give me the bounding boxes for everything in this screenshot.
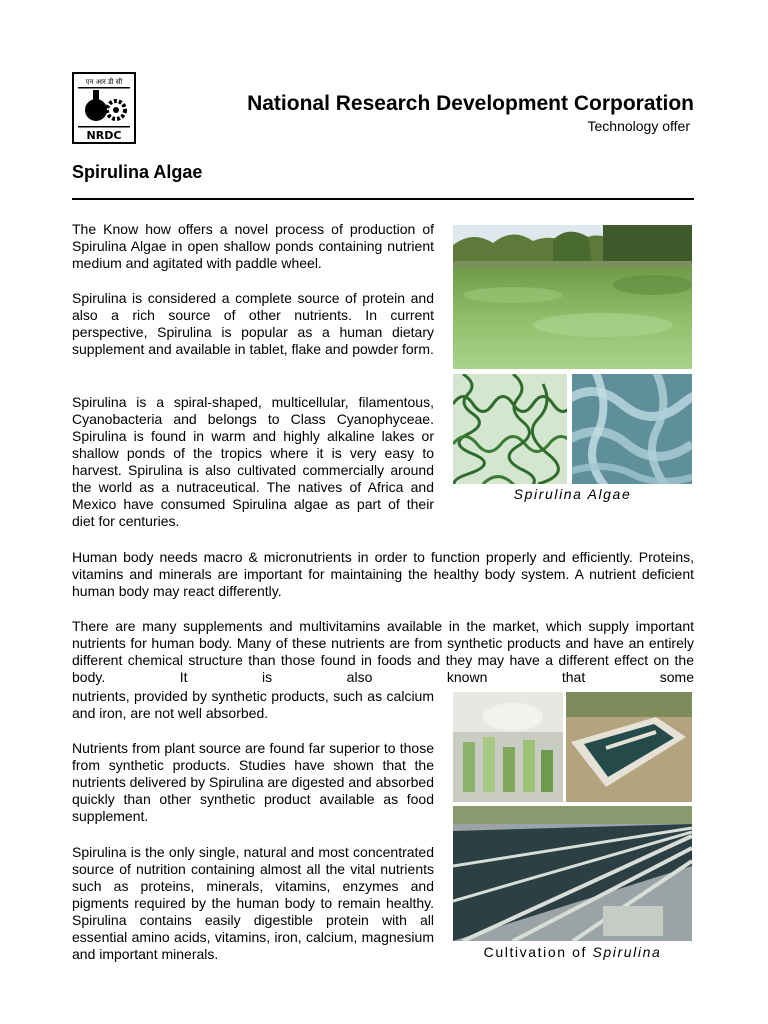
- spirulina-micrograph-1: [453, 374, 567, 484]
- caption-cultivation-italic: Spirulina: [592, 944, 662, 960]
- paragraph-concentrated: Spirulina is the only single, natural and most concentrated source of nutrition containing almost all the vital nutrients such as proteins, minerals, vitamins, enzymes and pigments required by the human body to remain healthy. Spirulina contains easily digestible protein with all essential amino acids, vitamins, iron, calcium, magnesium and important minerals.: [72, 844, 434, 962]
- nrdc-logo-icon: [74, 74, 134, 142]
- caption-cultivation-prefix: Cultivation of: [483, 944, 593, 960]
- logo-script: एन आर डी सी: [85, 78, 123, 86]
- page-title: Spirulina Algae: [72, 162, 203, 182]
- paragraph-supplements-cont: nutrients, provided by synthetic products, such as calcium and iron, are not well absorbed.: [72, 688, 434, 721]
- paragraph-nutrients: Human body needs macro & micronutrients in order to function properly and efficiently. Proteins, vitamins and minerals are important for maintaining the healthy body system. A nutrient deficient human body may react differently.: [72, 549, 694, 599]
- paragraph-supplements: There are many supplements and multivitamins available in the market, which supply important nutrients for human body. Many of these nutrients are from synthetic products and have an entirely different chemical structure than those found in foods and they may have a different effect on the body. It is also known that some: [72, 618, 694, 685]
- tank-photo: [566, 692, 692, 802]
- lab-photo: [453, 692, 563, 802]
- caption-algae-text: Spirulina Algae: [513, 486, 632, 502]
- paragraph-intro: The Know how offers a novel process of production of Spirulina Algae in open shallow ponds containing nutrient medium and agitated with paddle wheel.: [72, 221, 434, 271]
- organization-name: National Research Development Corporation: [247, 92, 694, 115]
- paragraph-plant-source: Nutrients from plant source are found far superior to those from synthetic products. Studies have shown that the nutrients delivered by Spirulina are digested and absorbed quickly than other synthetic product available as food supplement.: [72, 740, 434, 824]
- pond-photo: [453, 225, 692, 369]
- raceway-ponds-photo: [453, 806, 692, 941]
- caption-cultivation: [453, 943, 692, 961]
- logo-text: NRDC: [86, 129, 122, 142]
- paragraph-description: Spirulina is a spiral-shaped, multicellular, filamentous, Cyanobacteria and belongs to Class Cyanophyceae. Spirulina is found in warm and highly alkaline lakes or shallow ponds of the tropics where it is very easy to harvest. Spirulina is also cultivated commercially around the world as a nutraceutical. The natives of Africa and Mexico have consumed Spirulina algae as part of their diet for centuries.: [72, 394, 434, 529]
- paragraph-protein: Spirulina is considered a complete source of protein and also a rich source of other nutrients. In current perspective, Spirulina is popular as a human dietary supplement and available in tablet, flake and powder form.: [72, 290, 434, 357]
- technology-offer-label: Technology offer: [587, 118, 690, 134]
- caption-algae: [453, 485, 692, 503]
- title-divider: [72, 198, 694, 200]
- nrdc-logo: [72, 72, 136, 144]
- spirulina-micrograph-2: [572, 374, 692, 484]
